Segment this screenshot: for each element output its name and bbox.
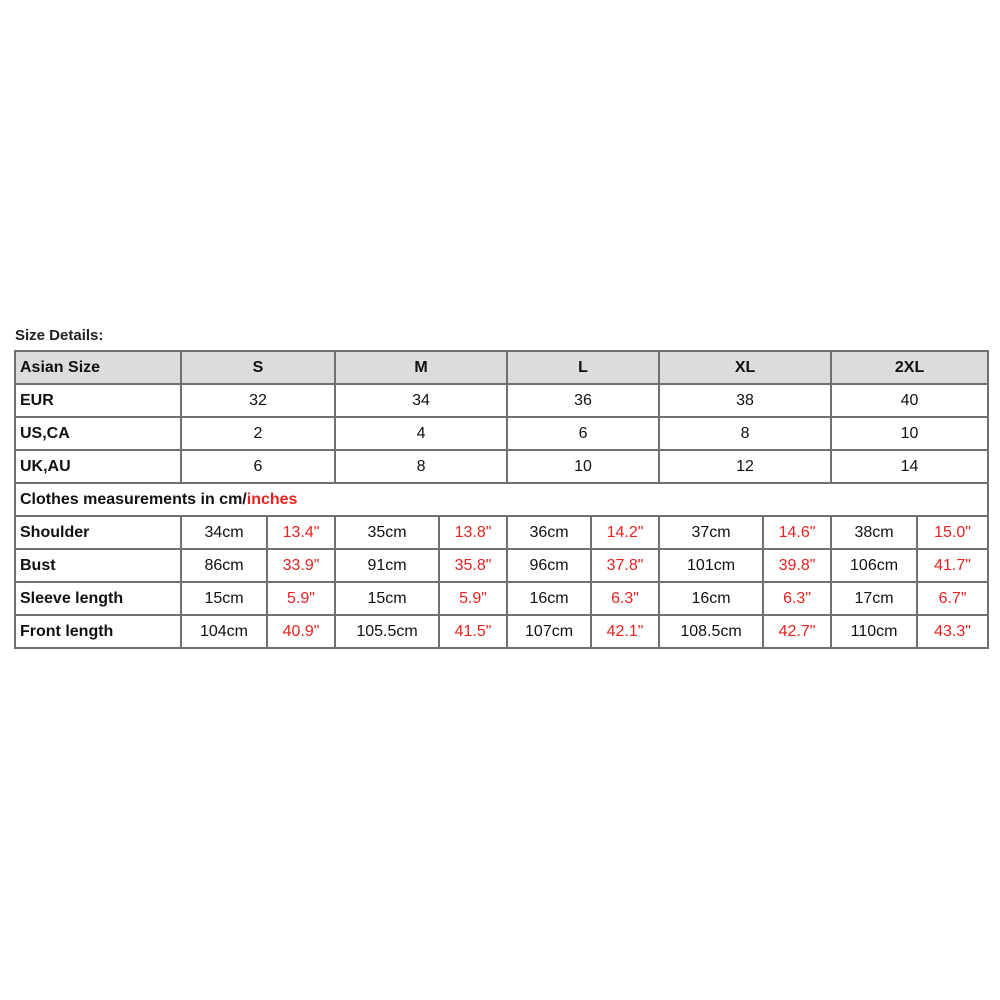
measurement-cm-cell: 91cm [335, 549, 439, 582]
measurement-cm-cell: 101cm [659, 549, 763, 582]
measurement-cm-cell: 108.5cm [659, 615, 763, 648]
size-row-label: EUR [15, 384, 181, 417]
size-value-cell: 4 [335, 417, 507, 450]
measurement-cm-cell: 17cm [831, 582, 917, 615]
measurement-inch-cell: 33.9" [267, 549, 335, 582]
measurement-inch-cell: 5.9" [267, 582, 335, 615]
size-header-s: S [181, 351, 335, 384]
measurement-row-label: Front length [15, 615, 181, 648]
measurement-cm-cell: 15cm [181, 582, 267, 615]
section-prefix: Clothes measurements in cm/ [20, 490, 247, 508]
size-value-cell: 6 [507, 417, 659, 450]
measurement-cm-cell: 96cm [507, 549, 591, 582]
measurements-section-heading [15, 483, 988, 516]
size-value-cell: 34 [335, 384, 507, 417]
measurement-inch-cell: 14.6" [763, 516, 831, 549]
size-row-label: UK,AU [15, 450, 181, 483]
size-value-cell: 36 [507, 384, 659, 417]
measurement-inch-cell: 6.3" [763, 582, 831, 615]
size-value-cell: 8 [659, 417, 831, 450]
measurement-inch-cell: 5.9" [439, 582, 507, 615]
section-highlight: inches [246, 490, 298, 508]
measurement-row [15, 582, 988, 615]
measurement-row [15, 516, 988, 549]
measurement-row [15, 615, 988, 648]
size-value-cell: 8 [335, 450, 507, 483]
measurement-cm-cell: 16cm [507, 582, 591, 615]
measurement-row-label: Sleeve length [15, 582, 181, 615]
size-details-title: Size Details: [15, 327, 104, 344]
size-value-cell: 14 [831, 450, 988, 483]
measurement-cm-cell: 34cm [181, 516, 267, 549]
measurement-inch-cell: 39.8" [763, 549, 831, 582]
measurement-cm-cell: 37cm [659, 516, 763, 549]
measurement-inch-cell: 6.7" [917, 582, 988, 615]
measurement-cm-cell: 107cm [507, 615, 591, 648]
size-value-cell: 2 [181, 417, 335, 450]
measurements-section-row [15, 483, 988, 516]
measurement-cm-cell: 15cm [335, 582, 439, 615]
measurement-inch-cell: 15.0" [917, 516, 988, 549]
measurement-inch-cell: 37.8" [591, 549, 659, 582]
size-value-cell: 6 [181, 450, 335, 483]
measurement-cm-cell: 105.5cm [335, 615, 439, 648]
header-label: Asian Size [15, 351, 181, 384]
header-row [15, 351, 988, 384]
size-value-cell: 32 [181, 384, 335, 417]
size-value-cell: 12 [659, 450, 831, 483]
measurement-cm-cell: 36cm [507, 516, 591, 549]
measurement-cm-cell: 110cm [831, 615, 917, 648]
measurement-inch-cell: 13.4" [267, 516, 335, 549]
measurement-inch-cell: 40.9" [267, 615, 335, 648]
measurement-inch-cell: 13.8" [439, 516, 507, 549]
size-row [15, 417, 988, 450]
measurement-cm-cell: 86cm [181, 549, 267, 582]
size-value-cell: 10 [831, 417, 988, 450]
measurement-row-label: Shoulder [15, 516, 181, 549]
size-chart-table [14, 350, 989, 649]
measurement-inch-cell: 43.3" [917, 615, 988, 648]
measurement-inch-cell: 42.7" [763, 615, 831, 648]
size-row [15, 384, 988, 417]
size-value-cell: 10 [507, 450, 659, 483]
measurement-cm-cell: 104cm [181, 615, 267, 648]
size-chart-body [15, 351, 988, 648]
size-row-label: US,CA [15, 417, 181, 450]
size-value-cell: 40 [831, 384, 988, 417]
measurement-cm-cell: 35cm [335, 516, 439, 549]
size-header-2xl: 2XL [831, 351, 988, 384]
measurement-inch-cell: 41.7" [917, 549, 988, 582]
measurement-inch-cell: 6.3" [591, 582, 659, 615]
size-row [15, 450, 988, 483]
size-header-l: L [507, 351, 659, 384]
size-value-cell: 38 [659, 384, 831, 417]
size-header-m: M [335, 351, 507, 384]
measurement-row [15, 549, 988, 582]
measurement-cm-cell: 106cm [831, 549, 917, 582]
measurement-cm-cell: 16cm [659, 582, 763, 615]
measurement-inch-cell: 42.1" [591, 615, 659, 648]
measurement-inch-cell: 41.5" [439, 615, 507, 648]
measurement-row-label: Bust [15, 549, 181, 582]
measurement-inch-cell: 14.2" [591, 516, 659, 549]
size-header-xl: XL [659, 351, 831, 384]
measurement-cm-cell: 38cm [831, 516, 917, 549]
measurement-inch-cell: 35.8" [439, 549, 507, 582]
